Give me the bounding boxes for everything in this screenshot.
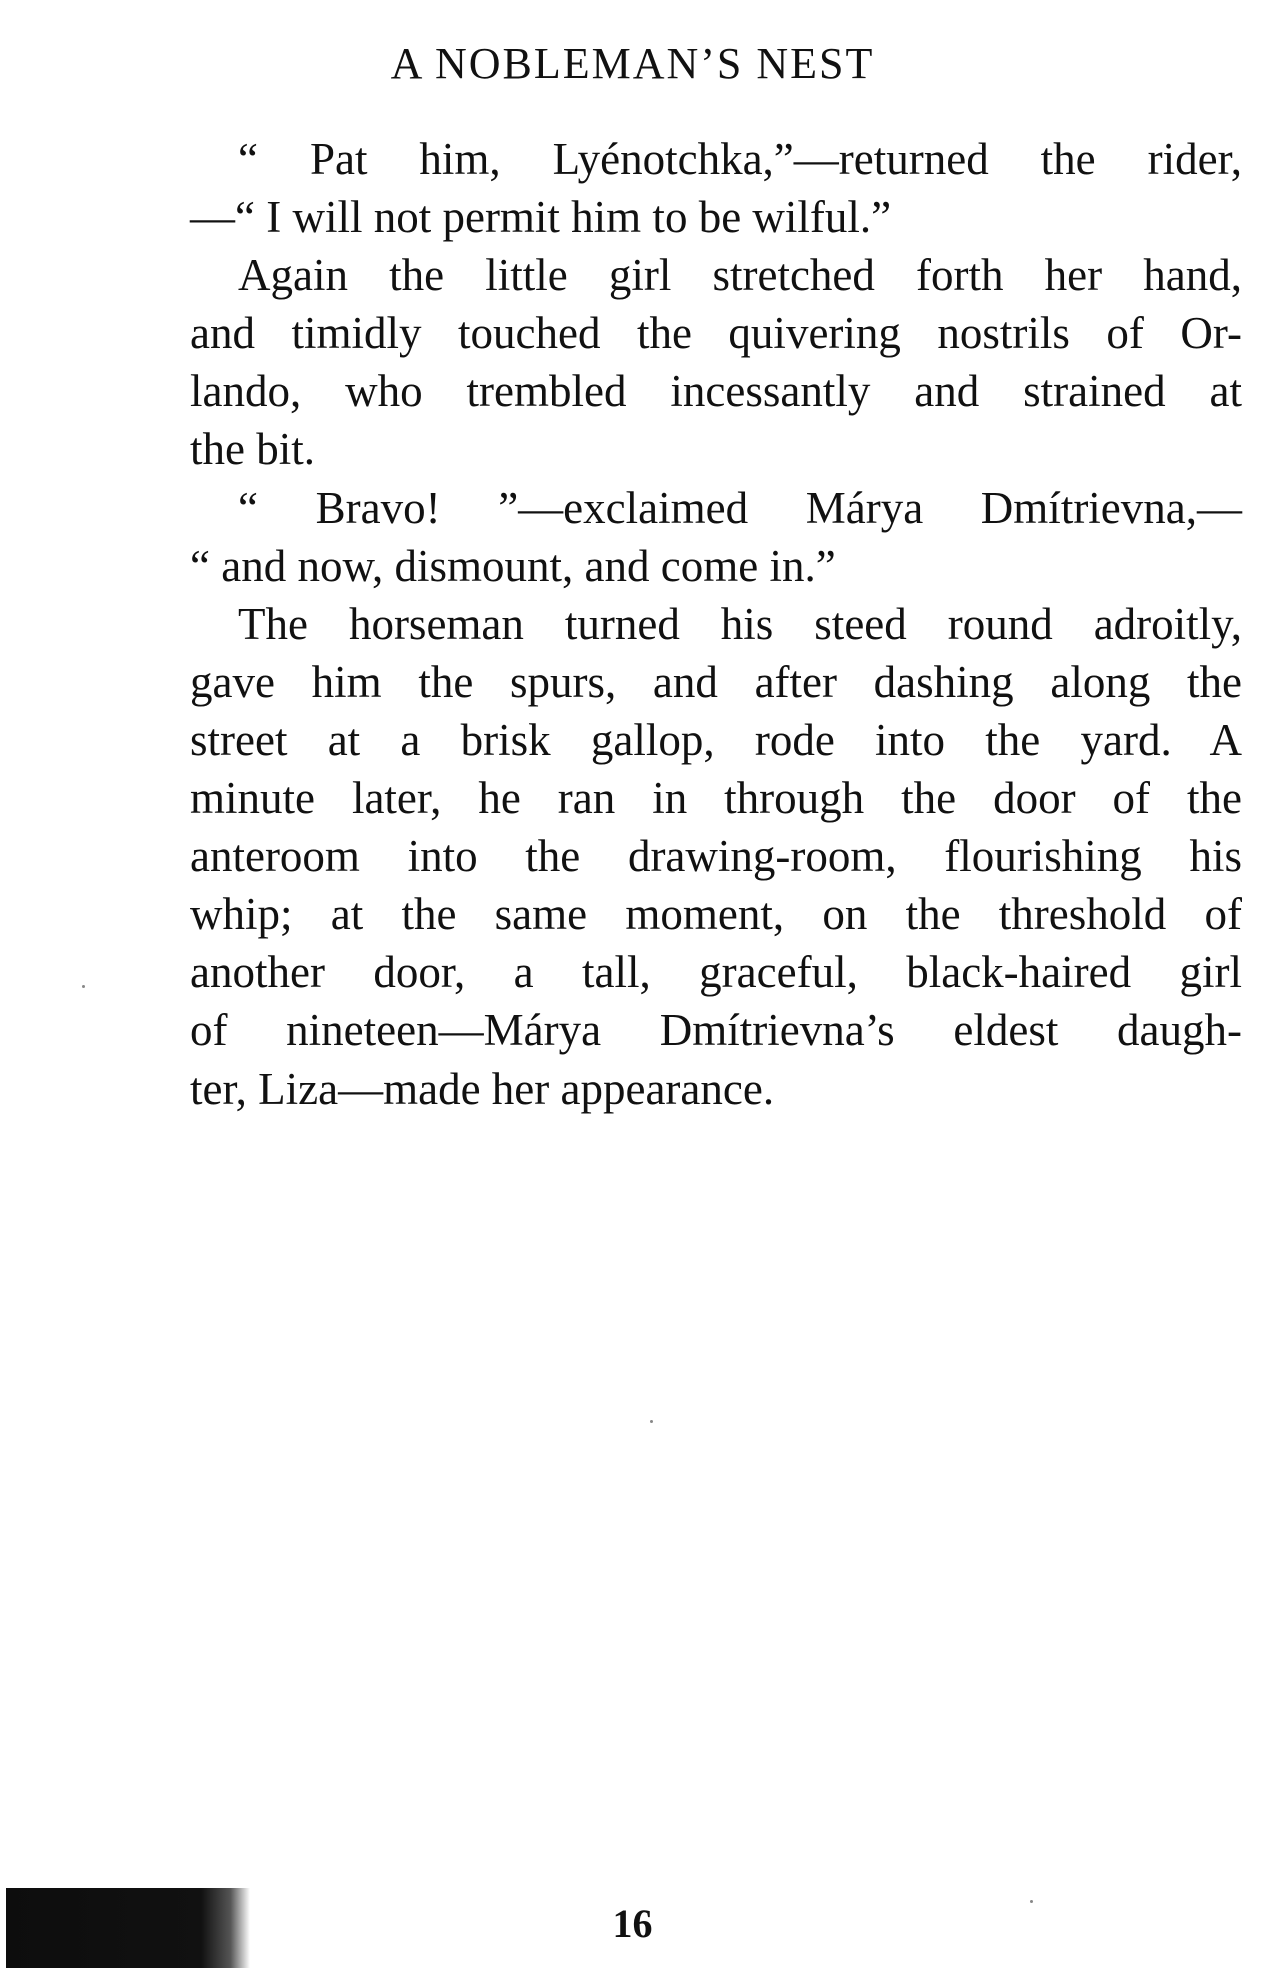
text-line: —“ I will not permit him to be wilful.” <box>190 192 892 243</box>
text-line: street at a brisk gallop, rode into the yard. A <box>190 714 1242 765</box>
text-line: The horseman turned his steed round adroitly, <box>238 598 1242 649</box>
text-line: the bit. <box>190 424 315 475</box>
text-line: “ Pat him, Lyénotchka,”—returned the rider, <box>238 134 1242 184</box>
text-line: ter, Liza—made her appearance. <box>190 1063 775 1114</box>
text-line: and timidly touched the quivering nostrils of Or- <box>190 308 1242 359</box>
text-line: of nineteen—Márya Dmítrievna’s eldest daugh- <box>190 1005 1242 1056</box>
scan-speck <box>650 1420 653 1423</box>
text-line: Again the little girl stretched forth her hand, <box>238 250 1242 301</box>
scan-speck <box>82 985 85 988</box>
text-line: minute later, he ran in through the door of the <box>190 773 1242 824</box>
running-head: A NOBLEMAN’S NEST <box>390 39 875 88</box>
text-line: lando, who trembled incessantly and strained at <box>190 366 1242 417</box>
text-line: anteroom into the drawing-room, flourishing his <box>190 831 1242 882</box>
body-text <box>190 130 1242 1118</box>
text-line: gave him the spurs, and after dashing along the <box>190 656 1242 707</box>
text-line: another door, a tall, graceful, black-haired girl <box>190 947 1242 998</box>
page-number: 16 <box>612 1901 653 1946</box>
text-line: “ Bravo! ”—exclaimed Márya Dmítrievna,— <box>238 482 1242 533</box>
text-line: “ and now, dismount, and come in.” <box>190 540 836 591</box>
text-line: whip; at the same moment, on the threshold of <box>190 889 1242 940</box>
